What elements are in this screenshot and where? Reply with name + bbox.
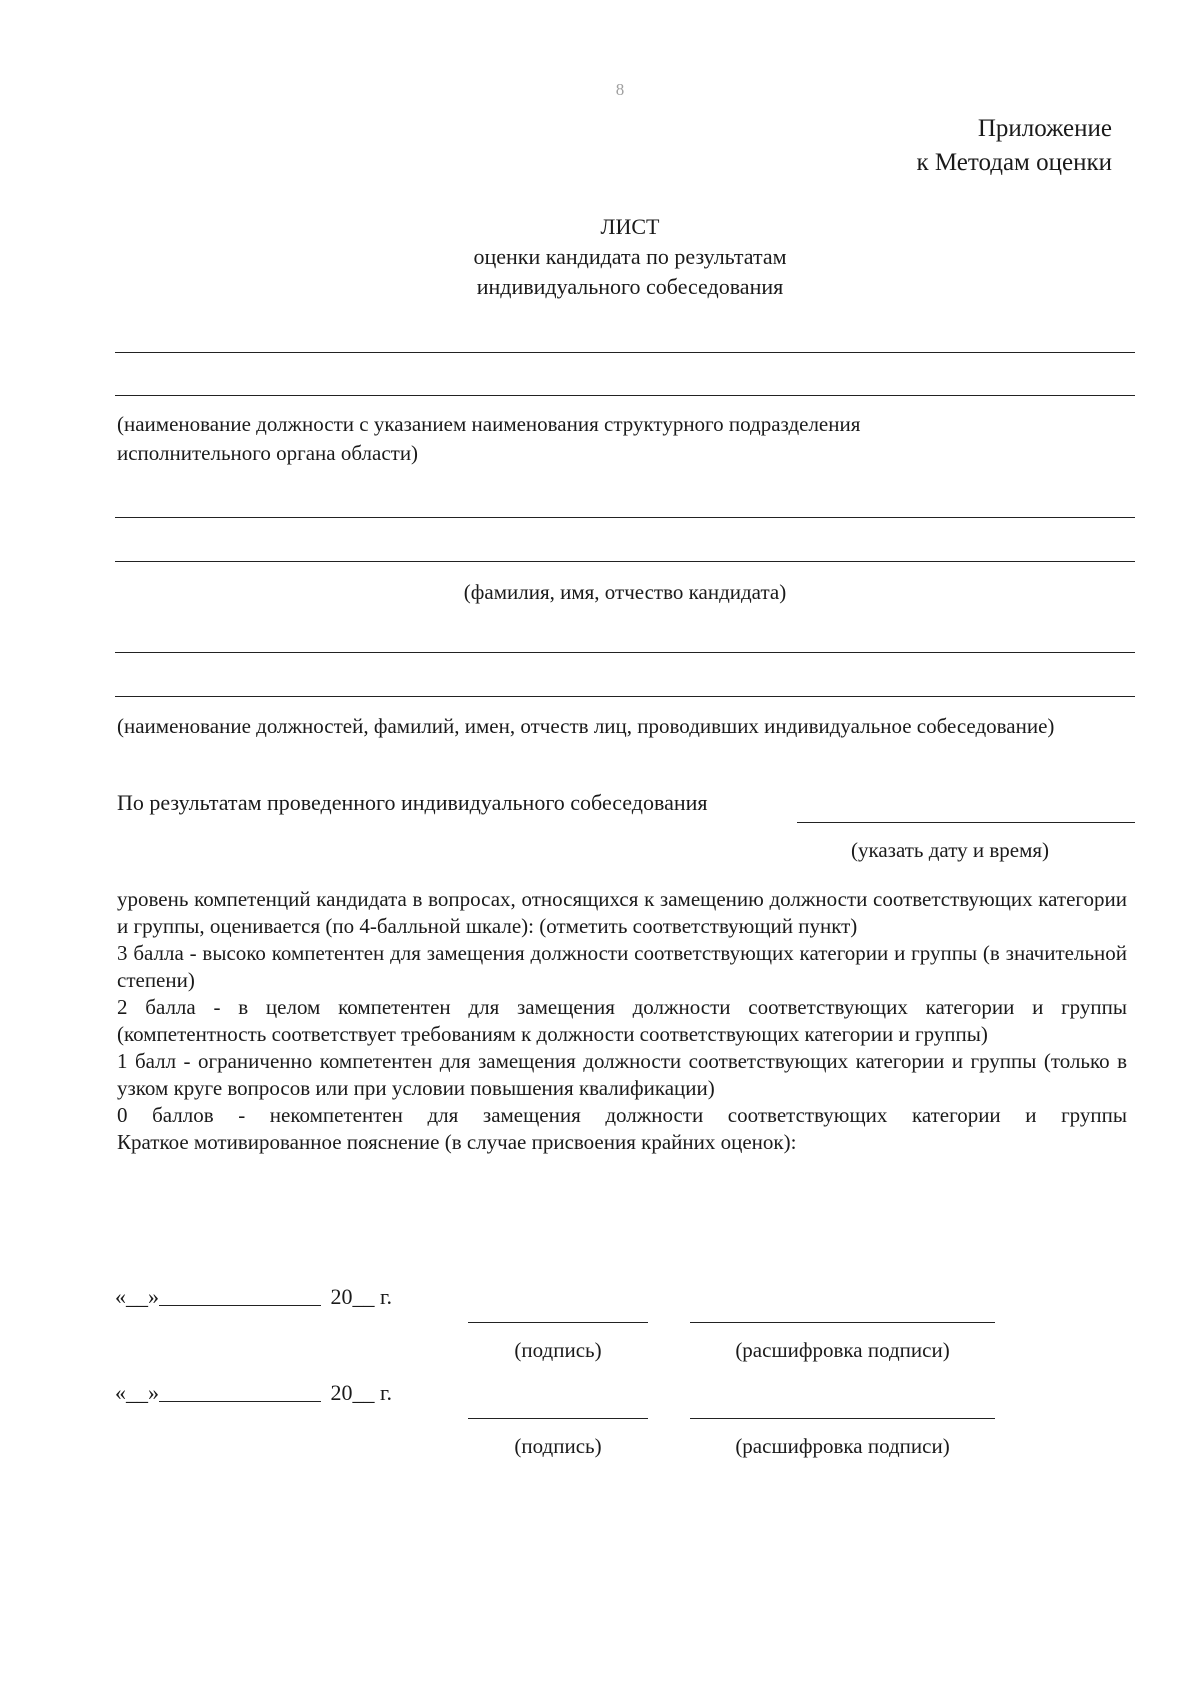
title-heading: ЛИСТ — [600, 214, 660, 239]
date-time-caption: (указать дату и время) — [850, 838, 1050, 862]
signature-line-1[interactable] — [468, 1322, 648, 1323]
date-time-fill-line[interactable] — [797, 822, 1135, 823]
signature-date-2 — [115, 1380, 392, 1406]
score-0-option[interactable]: 0 баллов - некомпетентен для замещения должности соответствующих категории и группы — [117, 1103, 1127, 1127]
date-month-field-2[interactable] — [159, 1401, 321, 1402]
explanation-label: Краткое мотивированное пояснение (в случае присвоения крайних оценок): — [117, 1130, 797, 1154]
title-line-3: индивидуального собеседования — [476, 274, 784, 299]
assessment-block — [117, 886, 1127, 1156]
signature-caption-1: (подпись) — [514, 1338, 602, 1362]
interviewers-fill-line-1[interactable] — [115, 652, 1135, 653]
decoding-line-1[interactable] — [690, 1322, 995, 1323]
position-caption: (наименование должности с указанием наименования структурного подразделения исполнительного органа области) — [117, 412, 861, 465]
interviewers-fill-line-2[interactable] — [115, 696, 1135, 697]
signature-date-1 — [115, 1284, 392, 1310]
date-day-field-1[interactable]: «__» — [115, 1284, 159, 1309]
document-title — [0, 212, 1200, 302]
score-2-option[interactable]: 2 балла - в целом компетентен для замещения должности соответствующих категории и группы (компетентность соответствует требованиям к должности соответствующих категории и группы) — [117, 995, 1127, 1046]
decoding-caption-2: (расшифровка подписи) — [735, 1434, 950, 1458]
assessment-intro: уровень компетенций кандидата в вопросах, относящихся к замещению должности соответствующих категории и группы, оценивается (по 4-балльной шкале): (отметить соответствующий пункт) — [117, 887, 1127, 938]
appendix-line-1: Приложение — [977, 115, 1112, 142]
score-3-option[interactable]: 3 балла - высоко компетентен для замещения должности соответствующих категории и группы (в значительной степени) — [117, 941, 1127, 992]
candidate-fill-line-2[interactable] — [115, 561, 1135, 562]
results-intro: По результатам проведенного индивидуального собеседования — [117, 790, 708, 815]
interviewers-caption: (наименование должностей, фамилий, имен, отчеств лиц, проводивших индивидуальное собеседование) — [117, 714, 1055, 738]
signature-line-2[interactable] — [468, 1418, 648, 1419]
date-year-2[interactable]: 20__ г. — [330, 1380, 393, 1405]
decoding-line-2[interactable] — [690, 1418, 995, 1419]
appendix-header — [916, 112, 1112, 180]
decoding-caption-1: (расшифровка подписи) — [735, 1338, 950, 1362]
page-number: 8 — [615, 80, 625, 99]
title-line-2: оценки кандидата по результатам — [473, 244, 787, 269]
position-fill-line-2[interactable] — [115, 395, 1135, 396]
appendix-line-2: к Методам оценки — [916, 149, 1112, 176]
date-year-1[interactable]: 20__ г. — [330, 1284, 393, 1309]
date-day-field-2[interactable]: «__» — [115, 1380, 159, 1405]
position-fill-line-1[interactable] — [115, 352, 1135, 353]
signature-caption-2: (подпись) — [514, 1434, 602, 1458]
score-1-option[interactable]: 1 балл - ограниченно компетентен для замещения должности соответствующих категории и группы (только в узком круге вопросов или при условии повышения квалификации) — [117, 1049, 1127, 1100]
date-month-field-1[interactable] — [159, 1305, 321, 1306]
candidate-caption: (фамилия, имя, отчество кандидата) — [463, 580, 787, 604]
candidate-fill-line-1[interactable] — [115, 517, 1135, 518]
